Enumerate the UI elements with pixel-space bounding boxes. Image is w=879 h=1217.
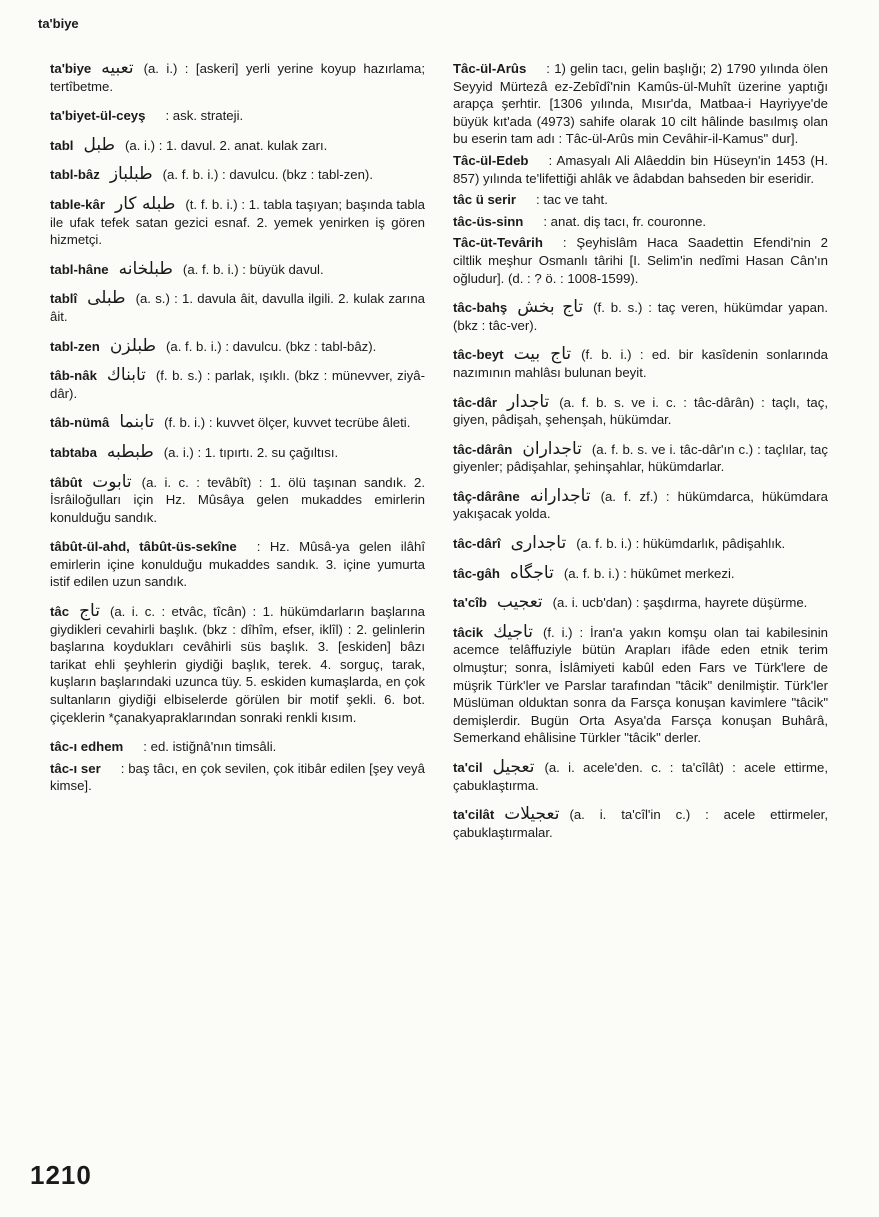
entry-definition: (a. f. b. i.) : davulcu. (bkz : tabl-zen). (162, 167, 373, 183)
entry-ottoman-script: طبلباز (109, 164, 153, 185)
entry-definition: (a. i.) : 1. davul. 2. anat. kulak zarı. (125, 137, 328, 153)
entry-definition: (f. b. s.) : taç veren, hükümdar yapan. (bkz : tâc-ver). (453, 300, 828, 333)
dictionary-entry (453, 346, 828, 381)
entry-definition: (a. f. b. s. ve i. tâc-dâr'ın c.) : taçlılar, taç giyenler; pâdişahlar, şehinşahlar, hükümdarlar. (453, 441, 828, 475)
dictionary-entry (453, 759, 828, 794)
entry-headword: tâç-dârâne (453, 488, 520, 504)
dictionary-entry (453, 391, 828, 429)
entry-definition: : Şeyhislâm Haca Saadettin Efendi'nin 2 ciltlik meşhur Osmanlı târihi [I. Selim'in nedîmi Hasan Cân'ın oğludur]. (d. : ? ö. : 1008-1599). (453, 235, 828, 286)
entry-headword: tabl-bâz (50, 167, 100, 183)
dictionary-entry (453, 60, 828, 148)
entry-headword: tâb-nümâ (50, 415, 110, 431)
entry-ottoman-script: طبطبه (106, 441, 154, 462)
entry-ottoman-script: تعبيه (101, 58, 134, 78)
dictionary-entry (50, 166, 425, 184)
entry-definition: : Amasyalı Ali Alâeddin bin Hüseyn'in 1453 (H. 857) yılında te'lifettiği ahlâk ve âdabdan bahseden bir eseridir. (453, 152, 828, 186)
entry-definition: : 1) gelin tacı, gelin başlığı; 2) 1790 yılında ölen Seyyid Mürtezâ ez-Zebîdî'nin Kamûs-ül-Muhît üzerine yaptığı arapça şerhtir. [1306 yılında, Mısır'da, Matbaa-i Hayriyye'de büyük kıt'ada (4973) sahife olarak 10 cilt hâlinde basılmış olan bu eserin tam adı : Tâc-ül-Arûs min Cevâhir-il-Kamus" dur]. (453, 61, 828, 147)
dictionary-entry (453, 485, 828, 523)
entry-ottoman-script: تابناك (106, 365, 146, 386)
entry-headword: tâb-nâk (50, 368, 97, 384)
entry-definition: (f. i.) : İran'a yakın komşu olan tai kabilesinin acemce telâffuziyle bütün Arapları ifâde eden etnik terim olmuştur; sonra, İslâmiyeti kabûl eden Fars ve Türk'lere de müşrik Türk'ler ve Parslar tarafından "tâcik" denilmiştir. Türk'ler Müslüman olduktan sonra da Farsça konuşan kavimlere "tâcik" demişlerdir. Bugün Orta Asya'da Farsça konuşan Buhârâ, Semerkand ehâlisine Türkler "tâcik" derler. (453, 624, 828, 746)
entry-definition: (f. b. i.) : kuvvet ölçer, kuvvet tecrübe âleti. (164, 415, 411, 431)
entry-definition: (a. i.) : 1. tıpırtı. 2. su çağıltısı. (163, 444, 339, 460)
dictionary-entry (453, 621, 828, 747)
entry-headword: tâc-gâh (453, 565, 500, 581)
entry-headword: tabl-zen (50, 338, 100, 354)
entry-definition: (a. f. b. i.) : hükümdarlık, pâdişahlık. (576, 536, 786, 552)
entry-headword: tâc-dârân (453, 441, 513, 457)
dictionary-entry (453, 299, 828, 334)
dictionary-entry (50, 414, 425, 432)
entry-ottoman-script: تاجيك (493, 621, 533, 642)
entry-ottoman-script: تابنما (119, 412, 155, 433)
entry-definition: (a. i. ucb'dan) : şaşdırma, hayrete düşürme. (552, 595, 808, 611)
dictionary-entry (50, 258, 425, 279)
entry-definition: (t. f. b. i.) : 1. tabla taşıyan; başında tabla ile ufak tefek satan gezici esnaf. 2. yemek yenirken iş gören hizmetçi. (50, 196, 425, 248)
entry-definition: (a. f. b. i.) : davulcu. (bkz : tabl-bâz). (165, 338, 377, 354)
entry-headword: ta'cîb (453, 595, 487, 611)
entry-ottoman-script: تاجدارى (510, 533, 567, 554)
entry-headword: tâc-ı edhem (50, 739, 124, 755)
entry-ottoman-script: تاجداران (522, 438, 582, 459)
dictionary-entry (50, 471, 425, 527)
entry-headword: ta'biye (50, 61, 92, 76)
entry-definition: : ask. strateji. (165, 108, 244, 124)
dictionary-entry (50, 441, 425, 462)
entry-definition: (a. s.) : 1. davula âit, davulla ilgili. 2. kulak zarına âit. (50, 291, 425, 324)
entry-ottoman-script: طبل (83, 134, 115, 155)
entry-headword: tablî (50, 291, 78, 307)
entry-headword: tâc (50, 604, 70, 620)
entry-headword: tâc ü serir (453, 192, 517, 208)
entry-headword: tâc-bahş (453, 300, 508, 316)
dictionary-entry (453, 562, 828, 583)
dictionary-entry (50, 290, 425, 325)
right-column (453, 60, 828, 853)
entry-ottoman-script: تاجدارانه (529, 485, 591, 506)
entry-ottoman-script: تعجيل (492, 757, 535, 777)
entry-headword: ta'cil (453, 760, 483, 775)
entry-headword: tabl (50, 137, 74, 153)
dictionary-entry (50, 738, 425, 756)
dictionary-entry (453, 806, 828, 841)
entry-headword: Tâc-ül-Arûs (453, 61, 527, 76)
entry-headword: tâc-dâr (453, 394, 497, 410)
dictionary-entry (50, 367, 425, 402)
left-column (50, 60, 425, 807)
dictionary-entry (453, 152, 828, 187)
dictionary-entry (453, 213, 828, 231)
dictionary-entry (50, 603, 425, 726)
entry-ottoman-script: تاج بيت (513, 344, 572, 365)
entry-definition: : Hz. Mûsâ-ya gelen ilâhî emirlerin içine konulduğu mukaddes sandık. 3. içine yumurta istif edilen uzun sandık. (50, 539, 425, 590)
entry-headword: tâc-ı ser (50, 760, 101, 776)
dictionary-entry (50, 107, 425, 125)
entry-ottoman-script: تاجدار (506, 391, 550, 412)
entry-ottoman-script: تاج (79, 601, 100, 622)
entry-headword: table-kâr (50, 196, 105, 212)
entry-definition: (a. i. c. : etvâc, tîcân) : 1. hükümdarların başlarına giydikleri cevahirli başlık. (bkz : dîhîm, efser, iklîl) : 2. gelinlerin başlarına koydukları cevâhirli süs başlık. 3. [eskiden] bâzı tarikat ehli şeyhlerin giydiği başlık, terek. 4. sorguç, tarak, kuşların başlarındaki uzunca tüy. 5. eskiden kumaşlarda, en çok sultanların giydiği elbiselerde görülen bir motif şekli. 6. bot. çiçeklerin *çanakyapraklarından sonraki renkli kısım. (50, 604, 425, 725)
dictionary-entry (50, 538, 425, 591)
entry-headword: ta'biyet-ül-ceyş (50, 108, 146, 124)
entry-definition: (a. f. b. i.) : hükûmet merkezi. (563, 565, 735, 581)
entry-definition: (a. i.) : [askeri] yerli yerine koyup hazırlama; tertîbetme. (50, 61, 425, 94)
entry-headword: Tâc-ül-Edeb (453, 152, 529, 168)
entry-definition: : tac ve taht. (536, 192, 608, 208)
entry-ottoman-script: طبلى (87, 288, 126, 309)
entry-headword: tâc-beyt (453, 347, 504, 363)
dictionary-entry (50, 335, 425, 356)
dictionary-entry (453, 594, 828, 612)
entry-headword: Tâc-üt-Tevârih (453, 235, 543, 251)
entry-ottoman-script: طبله كار (114, 193, 176, 214)
entry-headword: tabl-hâne (50, 261, 109, 277)
entry-headword: tabtaba (50, 444, 97, 460)
entry-headword: tâc-üs-sinn (453, 213, 524, 229)
entry-definition: (a. f. zf.) : hükümdarca, hükümdara yakışacak yolda. (453, 488, 828, 522)
entry-ottoman-script: تعجيب (496, 592, 543, 613)
entry-headword: tâbût (50, 474, 83, 490)
dictionary-entry (453, 234, 828, 287)
page-header: ta'biye (38, 16, 79, 31)
dictionary-entry (50, 760, 425, 795)
entry-definition: : ed. istiğnâ'nın timsâli. (143, 739, 277, 755)
entry-ottoman-script: تابوت (92, 471, 132, 492)
dictionary-entry (50, 134, 425, 155)
entry-definition: (f. b. s.) : parlak, ışıklı. (bkz : münevver, ziyâ-dâr). (50, 368, 425, 401)
entry-definition: (a. i. c. : tevâbît) : 1. ölü taşınan sandık. 2. İsrâiloğulları için Hz. Mûsâya gelen mukaddes emirlerin konulduğu sandık. (50, 474, 425, 525)
entry-headword: tâcik (453, 624, 484, 640)
entry-ottoman-script: طبلخانه (118, 258, 173, 279)
page-number: 1210 (30, 1160, 92, 1190)
entry-definition: : anat. diş tacı, fr. couronne. (543, 213, 707, 229)
dictionary-entry (453, 438, 828, 476)
dictionary-entry (50, 193, 425, 249)
entry-ottoman-script: تعجيلات (504, 804, 560, 825)
entry-definition: (a. f. b. i.) : büyük davul. (182, 261, 324, 277)
entry-ottoman-script: تاج بخش (517, 297, 584, 318)
entry-ottoman-script: طبلزن (109, 335, 156, 356)
entry-definition: (a. f. b. s. ve i. c. : tâc-dârân) : taçlı, taç, giyen, pâdişah, şehenşah, hükümdar. (453, 394, 828, 428)
entry-headword: tâc-dârî (453, 536, 501, 552)
entry-headword: tâbût-ül-ahd, tâbût-üs-sekîne (50, 539, 237, 555)
entry-headword: ta'cilât (453, 807, 495, 823)
dictionary-entry (50, 60, 425, 95)
entry-definition: (a. i. ta'cîl'in c.) : acele ettirmeler, çabuklaştırmalar. (453, 807, 828, 840)
dictionary-entry (453, 535, 828, 553)
entry-definition: (f. b. i.) : ed. bir kasîdenin sonlarında nazımının mahlâsı bulunan beyit. (453, 347, 829, 380)
entry-definition: : baş tâcı, en çok sevilen, çok itibâr edilen [şey veyâ kimse]. (50, 760, 425, 794)
entry-ottoman-script: تاجگاه (509, 562, 554, 583)
dictionary-entry (453, 191, 828, 209)
entry-definition: (a. i. acele'den. c. : ta'cîlât) : acele ettirme, çabuklaştırma. (453, 760, 828, 793)
